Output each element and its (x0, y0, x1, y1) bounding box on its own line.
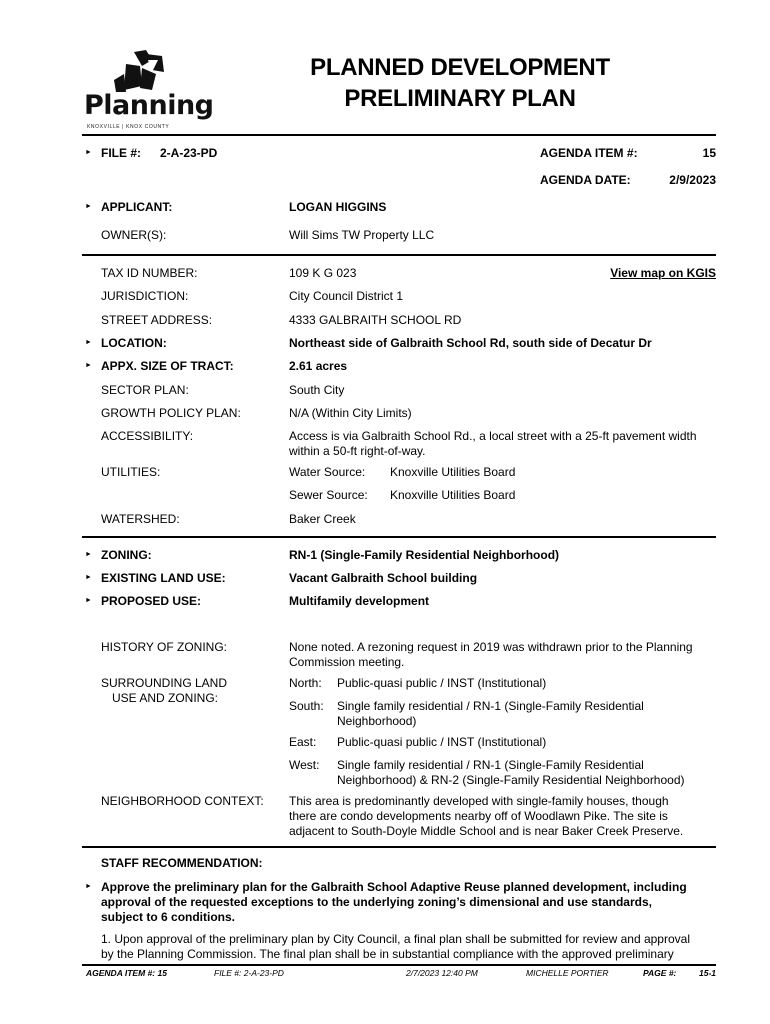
bullet-arrow-icon: ► (85, 362, 92, 369)
bullet-arrow-icon: ► (85, 339, 92, 346)
proposed-use-label: PROPOSED USE: (101, 594, 202, 608)
accessibility-line: within a 50-ft right-of-way. (289, 444, 426, 458)
neighborhood-context-value (289, 794, 683, 839)
divider (82, 536, 716, 538)
file-label: FILE #: (101, 146, 142, 160)
accessibility-line: Access is via Galbraith School Rd., a local street with a 25-ft pavement width (289, 429, 697, 443)
water-source-value: Knoxville Utilities Board (390, 465, 516, 479)
footer-date: 2/7/2023 12:40 PM (406, 968, 478, 978)
footer-page-value: 15-1 (698, 968, 716, 978)
history-line: None noted. A rezoning request in 2019 was withdrawn prior to the Planning (289, 640, 693, 654)
surrounding-label-line: SURROUNDING LAND (101, 676, 228, 690)
neighborhood-line: there are condo developments nearby off of Woodlawn Pike. The site is (289, 809, 668, 823)
footer-author: MICHELLE PORTIER (526, 968, 609, 978)
title-line-2: PRELIMINARY PLAN (344, 85, 576, 112)
sewer-source-label: Sewer Source: (289, 488, 368, 502)
bullet-arrow-icon: ► (85, 149, 92, 156)
planning-logo-mark-icon (112, 50, 172, 94)
zoning-value: RN-1 (Single-Family Residential Neighborhood) (289, 548, 560, 562)
bullet-arrow-icon: ► (85, 551, 92, 558)
owner-value: Will Sims TW Property LLC (289, 228, 435, 242)
bullet-arrow-icon: ► (85, 597, 92, 604)
south-value (337, 699, 644, 729)
footer-file: FILE #: 2-A-23-PD (214, 968, 284, 978)
kgis-map-link[interactable]: View map on KGIS (610, 266, 716, 280)
neighborhood-line: adjacent to South-Doyle Middle School and is near Baker Creek Preserve. (289, 824, 684, 838)
agenda-date-label: AGENDA DATE: (540, 173, 631, 187)
history-of-zoning-label: HISTORY OF ZONING: (101, 640, 228, 654)
applicant-value: LOGAN HIGGINS (289, 200, 387, 214)
east-label: East: (289, 735, 317, 749)
watershed-value: Baker Creek (289, 512, 356, 526)
location-value: Northeast side of Galbraith School Rd, south side of Decatur Dr (289, 336, 652, 350)
bullet-arrow-icon: ► (85, 203, 92, 210)
owner-label: OWNER(S): (101, 228, 167, 242)
existing-land-use-label: EXISTING LAND USE: (101, 571, 226, 585)
neighborhood-context-label: NEIGHBORHOOD CONTEXT: (101, 794, 264, 808)
water-source-label: Water Source: (289, 465, 366, 479)
sector-plan-label: SECTOR PLAN: (101, 383, 189, 397)
location-label: LOCATION: (101, 336, 167, 350)
west-line: Single family residential / RN-1 (Single-Family Residential (337, 758, 644, 772)
agenda-date-value: 2/9/2023 (669, 173, 716, 187)
logo-wordmark: Planning (84, 90, 214, 121)
west-line: Neighborhood) & RN-2 (Single-Family Residential Neighborhood) (337, 773, 685, 787)
recommendation-line: approval of the requested exceptions to the underlying zoning’s dimensional and use standards, (101, 895, 652, 909)
condition-text (101, 932, 721, 962)
agenda-item-value: 15 (702, 146, 716, 160)
staff-recommendation-heading: STAFF RECOMMENDATION: (101, 856, 263, 870)
history-line: Commission meeting. (289, 655, 405, 669)
sewer-source-value: Knoxville Utilities Board (390, 488, 516, 502)
title-line-1: PLANNED DEVELOPMENT (310, 54, 610, 81)
north-label: North: (289, 676, 322, 690)
zoning-label: ZONING: (101, 548, 152, 562)
west-label: West: (289, 758, 320, 772)
condition-line: by the Planning Commission. The final plan shall be in substantial compliance with the approved preliminary (101, 947, 674, 961)
tract-size-label: APPX. SIZE OF TRACT: (101, 359, 234, 373)
footer-divider (82, 964, 716, 966)
south-line: Single family residential / RN-1 (Single-Family Residential (337, 699, 644, 713)
neighborhood-line: This area is predominantly developed with single-family houses, though (289, 794, 669, 808)
surrounding-label (101, 676, 227, 706)
street-address-value: 4333 GALBRAITH SCHOOL RD (289, 313, 462, 327)
west-value (337, 758, 685, 788)
file-value: 2-A-23-PD (160, 146, 218, 160)
utilities-label: UTILITIES: (101, 465, 161, 479)
surrounding-label-line: USE AND ZONING: (112, 691, 219, 705)
history-of-zoning-value (289, 640, 693, 670)
footer-page-label: PAGE #: (643, 968, 677, 978)
applicant-label: APPLICANT: (101, 200, 173, 214)
staff-recommendation-text (101, 880, 721, 925)
tax-id-value: 109 K G 023 (289, 266, 357, 280)
tax-id-label: TAX ID NUMBER: (101, 266, 198, 280)
bullet-arrow-icon: ► (85, 574, 92, 581)
condition-line: 1. Upon approval of the preliminary plan by City Council, a final plan shall be submitted for review and approval (101, 932, 690, 946)
jurisdiction-label: JURISDICTION: (101, 289, 189, 303)
footer-agenda-item: AGENDA ITEM #: 15 (86, 968, 167, 978)
accessibility-label: ACCESSIBILITY: (101, 429, 194, 443)
growth-policy-label: GROWTH POLICY PLAN: (101, 406, 241, 420)
growth-policy-value: N/A (Within City Limits) (289, 406, 412, 420)
south-label: South: (289, 699, 324, 713)
south-line: Neighborhood) (337, 714, 417, 728)
east-value: Public-quasi public / INST (Institutional) (337, 735, 547, 749)
page-title (280, 52, 640, 114)
logo-subtitle: KNOXVILLE | KNOX COUNTY (87, 124, 170, 130)
recommendation-line: subject to 6 conditions. (101, 910, 236, 924)
divider (82, 254, 716, 256)
north-value: Public-quasi public / INST (Institutional) (337, 676, 547, 690)
divider (82, 846, 716, 848)
jurisdiction-value: City Council District 1 (289, 289, 404, 303)
accessibility-value (289, 429, 697, 459)
watershed-label: WATERSHED: (101, 512, 180, 526)
sector-plan-value: South City (289, 383, 345, 397)
bullet-arrow-icon: ► (85, 883, 92, 890)
agenda-item-label: AGENDA ITEM #: (540, 146, 638, 160)
divider (82, 134, 716, 136)
tract-size-value: 2.61 acres (289, 359, 348, 373)
proposed-use-value: Multifamily development (289, 594, 430, 608)
recommendation-line: Approve the preliminary plan for the Galbraith School Adaptive Reuse planned development, including (101, 880, 687, 894)
existing-land-use-value: Vacant Galbraith School building (289, 571, 478, 585)
street-address-label: STREET ADDRESS: (101, 313, 213, 327)
planning-logo (84, 50, 214, 132)
